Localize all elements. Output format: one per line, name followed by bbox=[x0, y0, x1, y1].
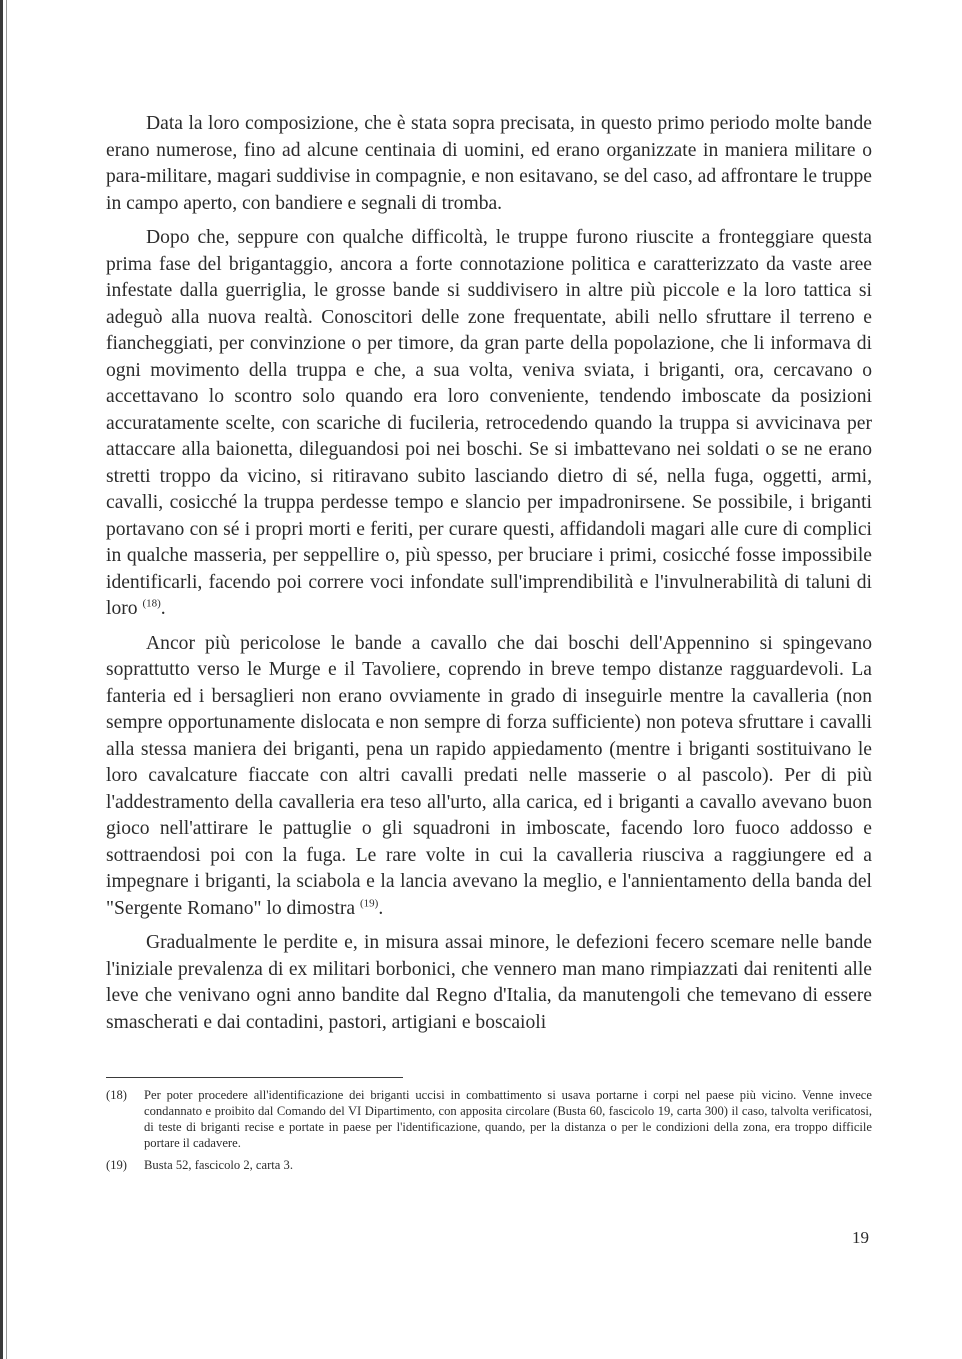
body-text bbox=[106, 111, 872, 1044]
binding-edge-shadow bbox=[6, 0, 7, 1359]
footnotes bbox=[106, 1087, 872, 1179]
footnote-mark: (19) bbox=[106, 1158, 127, 1172]
page-number: 19 bbox=[852, 1228, 869, 1247]
footnote-ref-18[interactable]: (18) bbox=[142, 597, 161, 610]
footnote-18 bbox=[106, 1087, 872, 1151]
footnote-text: Busta 52, fascicolo 2, carta 3. bbox=[144, 1158, 293, 1172]
footnote-19 bbox=[106, 1157, 872, 1173]
footnote-separator bbox=[106, 1077, 403, 1078]
binding-edge bbox=[0, 0, 3, 1359]
paragraph-1: Data la loro composizione, che è stata sopra precisata, in questo primo periodo molte bande erano numerose, fino ad alcune centinaia di uomini, ed erano organizzate in maniera militare o para-militare, magari suddivise in compagnie, e non esitavano, se del caso, ad affrontare le truppe in campo aperto, con bandiere e segnali di tromba. bbox=[106, 113, 872, 214]
paragraph-3: Ancor più pericolose le bande a cavallo che dai boschi dell'Appennino si spingevano soprattutto verso le Murge e il Tavoliere, coprendo in breve tempo distanze ragguardevoli. La fanteria ed i bersaglieri non erano ovviamente in grado di inseguirle mentre la cavalleria (non sempre opportunamente dislocata e non sempre di forza sufficiente) non poteva sfruttare i cavalli alla stessa maniera dei briganti, pena un rapido appiedamento (mentre i briganti sostituivano le loro cavalcature fiaccate con altri cavalli predati nelle masserie o al pascolo). Per di più l'addestramento della cavalleria era teso all'urto, alla carica, ed i briganti a cavallo avevano buon gioco nell'attirare le pattuglie o gli squadroni in imboscate, facendo loro fuoco addosso e sottraendosi poi con la fuga. Le rare volte in cui la cavalleria riusciva a raggiungere ed a impegnare i briganti, la sciabola e la lancia avevano la meglio, e l'annientamento della banda del "Sergente Romano" lo dimostra $^{(19)}$. bbox=[106, 632, 872, 919]
paragraph-2: Dopo che, seppure con qualche difficoltà, le truppe furono riuscite a fronteggiare questa prima fase del brigantaggio, ancora a forte connotazione politica e caratterizzato da vaste aree infestate dalla guerriglia, le grosse bande si suddivisero in altre più piccole e la loro tattica si adeguò alla nuova realtà. Conoscitori delle zone frequentate, abili nello sfruttare il terreno e fiancheggiati, per convinzione o per timore, da gran parte della popolazione, che li informava di ogni movimento della truppa e che, a sua volta, veniva sviata, i briganti, ora, cercavano o accettavano lo scontro solo quando era loro conveniente, tendendo imboscate da posizioni accuratamente scelte, con scariche di fucileria, retrocedendo quando la truppa si avvicinava per attaccare alla baionetta, dileguandosi poi nei boschi. Se si imbattevano nei soldati o se ne erano stretti troppo da vicino, si ritiravano subito lasciando dietro di sé, nella fuga, oggetti, armi, cavalli, cosicché la truppa perdesse tempo e slancio per impadronirsene. Se possibile, i briganti portavano con sé i propri morti e feriti, per curare questi, affidandoli magari alle cure di complici in qualche masseria, per seppellire o, più spesso, per bruciare i primi, cosicché fosse impossibile identificarli, facendo poi correre voci infondate sull'imprendibilità e l'invulnerabilità di taluni di loro $^{(18)}$. bbox=[106, 227, 872, 619]
footnote-text: Per poter procedere all'identificazione dei briganti uccisi in combattimento si usava portarne i corpi nel paese più vicino. Venne invece condannato e proibito dal Comando del VI Dipartimento, con apposita circolare (Busta 60, fascicolo 19, carta 300) il caso, talvolta verificatosi, di teste di briganti recise e portate in paese per l'identificazione, quando, per la distanza o per le condizioni della zona, era troppo difficile portare il cadavere. bbox=[144, 1088, 872, 1150]
footnote-ref-19[interactable]: (19) bbox=[360, 896, 379, 909]
paragraph-4: Gradualmente le perdite e, in misura assai minore, le defezioni fecero scemare nelle bande l'iniziale prevalenza di ex militari borbonici, che vennero man mano rimpiazzati dai renitenti alle leve che venivano ogni anno bandite dal Regno d'Italia, da manutengoli che temevano di essere smascherati e dai contadini, pastori, artigiani e boscaioli bbox=[106, 932, 872, 1033]
footnote-mark: (18) bbox=[106, 1088, 127, 1102]
